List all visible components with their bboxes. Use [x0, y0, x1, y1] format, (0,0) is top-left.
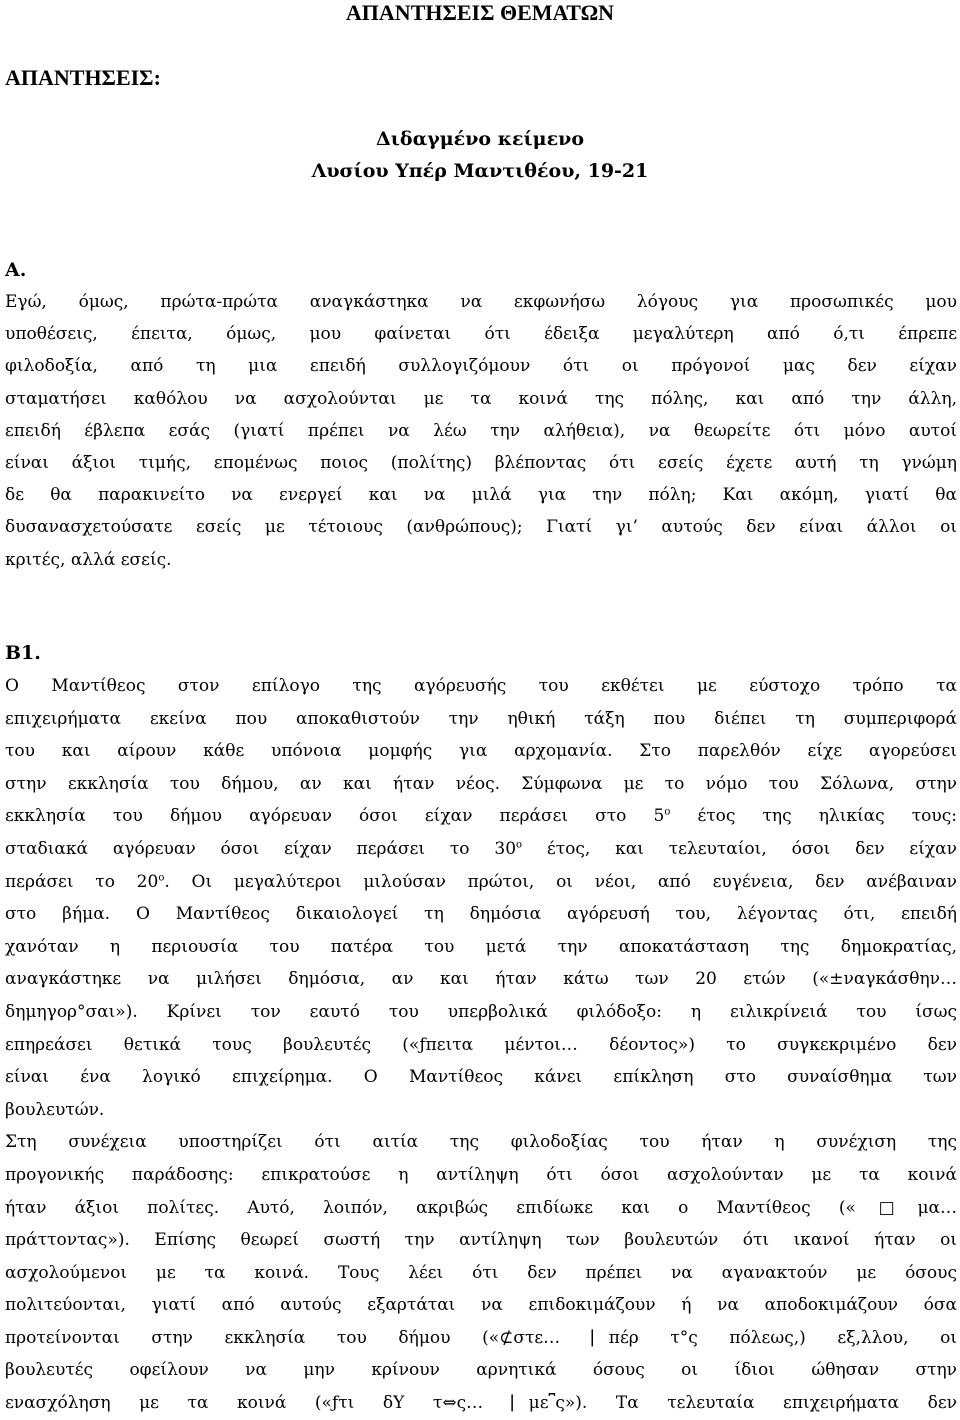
text-line: επιχειρήματα εκείνα που αποκαθιστούν την ηθική τάξη που διέπει τη συμπεριφορά: [5, 708, 957, 729]
text-line: στην εκκλησία του δήμου, αν και ήταν νέος. Σύμφωνα με το νόμο του Σόλωνα, στην: [5, 773, 957, 794]
text-line: πολιτεύονται, γιατί από αυτούς εξαρτάται να επιδοκιμάζουν ή να αποδοκιμάζουν όσα: [5, 1295, 957, 1316]
document-title: ΑΠΑΝΤΗΣΕΙΣ ΘΕΜΑΤΩΝ: [345, 0, 615, 25]
text-line: ασχολούμενοι με τα κοινά. Τους λέει ότι δεν πρέπει να αγανακτούν με όσους: [5, 1262, 957, 1283]
ordinal-superscript: ο: [158, 871, 165, 883]
answers-heading: ΑΠΑΝΤΗΣΕΙΣ:: [5, 65, 161, 90]
text-line: δυσανασχετούσατε εσείς με τέτοιους (ανθρώπους); Γιατί γι’ αυτούς δεν είναι άλλοι οι: [5, 517, 957, 538]
section-b1-answer: [5, 670, 957, 1420]
text-segment: εκκλησία του δήμου αγόρευαν όσοι είχαν περάσει στο 5: [5, 806, 665, 827]
text-line: ενασχόληση με τα κοινά («ƒτι δΥ τ⇔ς… ⎸με⎴ς»). Τα τελευταία επιχειρήματα δεν: [5, 1393, 957, 1414]
text-line: βουλευτές οφείλουν να μην κρίνουν αρνητικά όσους οι ίδιοι ώθησαν στην: [5, 1360, 957, 1381]
text-line: προτείνονται στην εκκλησία του δήμου («⊄στε… ⎸πέρ τ°ς πόλεως,) εξ‚λλου, οι: [5, 1327, 957, 1348]
text-line: του και αίρουν κάθε υπόνοια μομφής για αρχομανία. Στο παρελθόν είχε αγορεύσει: [5, 741, 957, 762]
text-subtitle: Διδαγμένο κείμενο: [376, 128, 584, 150]
section-a-translation: [5, 286, 957, 576]
text-line: προγονικής παράδοσης: επικρατούσε η αντίληψη ότι όσοι ασχολούνταν με τα κοινά: [5, 1164, 957, 1185]
text-line: είναι άξιοι τιμής, επομένως ποιος (πολίτης) βλέποντας ότι εσείς έχετε αυτή τη γνώμη: [5, 452, 957, 473]
text-line: δημηγορ°σαι»). Κρίνει τον εαυτό του υπερβολικά φιλόδοξο: η ειλικρίνειά του ίσως: [5, 1001, 957, 1022]
text-line: Εγώ, όμως, πρώτα-πρώτα αναγκάστηκα να εκφωνήσω λόγους για προσωπικές μου: [5, 292, 957, 312]
section-a-label: Α.: [5, 259, 27, 281]
text-line: φιλοδοξία, από τη μια επειδή συλλογιζόμουν ότι οι πρόγονοί μας δεν είχαν: [5, 356, 957, 377]
text-segment: έτος της ηλικίας τους:: [670, 806, 957, 827]
text-line: είναι ένα λογικό επιχείρημα. Ο Μαντίθεος κάνει επίκληση στο συναίσθημα των: [5, 1067, 957, 1088]
text-line: υποθέσεις, έπειτα, όμως, μου φαίνεται ότι έδειξα μεγαλύτερη από ό,τι έπρεπε: [5, 324, 957, 345]
text-line: αναγκάστηκε να μιλήσει δημόσια, αν και ήταν κάτω των 20 ετών («±ναγκάσθην…: [5, 969, 957, 990]
text-segment: περάσει το 20: [5, 871, 159, 892]
text-line: πράττοντας»). Επίσης θεωρεί σωστή την αντίληψη των βουλευτών ότι ικανοί ήταν οι: [5, 1230, 957, 1251]
text-line: επειδή έβλεπα εσάς (γιατί πρέπει να λέω την αλήθεια), να θεωρείτε ότι μόνο αυτοί: [5, 420, 957, 441]
text-line: επηρεάσει θετικά τους βουλευτές («ƒπειτα μέντοι… δέοντος») το συγκεκριμένο δεν: [5, 1034, 957, 1055]
text-segment: έτος, και τελευταίοι, όσοι δεν είχαν: [522, 838, 957, 859]
text-line: σταματήσει καθόλου να ασχολούνται με τα κοινά της πόλης, και από την άλλη,: [5, 388, 957, 409]
text-line: ήταν άξιοι πολίτες. Αυτό, λοιπόν, ακριβώς επιδίωκε και ο Μαντίθεος («□μα…: [5, 1197, 957, 1218]
text-line: βουλευτών.: [5, 1099, 105, 1120]
text-line: Ο Μαντίθεος στον επίλογο της αγόρευσής του εκθέτει με εύστοχο τρόπο τα: [5, 676, 957, 696]
text-segment: . Οι μεγαλύτεροι μιλούσαν πρώτοι, οι νέοι, από ευγένεια, δεν ανέβαιναν: [164, 871, 957, 892]
section-b1-label: Β1.: [5, 642, 41, 664]
ordinal-superscript: ο: [664, 806, 671, 818]
text-source: Λυσίου Υπέρ Μαντιθέου, 19-21: [311, 160, 649, 182]
ordinal-superscript: ο: [516, 839, 523, 851]
text-line: στο βήμα. Ο Μαντίθεος δικαιολογεί τη δημόσια αγόρευσή του, λέγοντας ότι, επειδή: [5, 904, 957, 925]
text-line: [5, 833, 957, 866]
text-line: δε θα παρακινείτο να ενεργεί και να μιλά για την πόλη; Και ακόμη, γιατί θα: [5, 485, 957, 506]
text-line: Στη συνέχεια υποστηρίζει ότι αιτία της φιλοδοξίας του ήταν η συνέχιση της: [5, 1132, 957, 1153]
text-line: [5, 866, 957, 899]
text-line: κριτές, αλλά εσείς.: [5, 549, 172, 570]
text-line: [5, 800, 957, 833]
text-segment: σταδιακά αγόρευαν όσοι είχαν περάσει το 30: [5, 838, 517, 859]
text-line: χανόταν η περιουσία του πατέρα του μετά την αποκατάσταση της δημοκρατίας,: [5, 936, 957, 957]
